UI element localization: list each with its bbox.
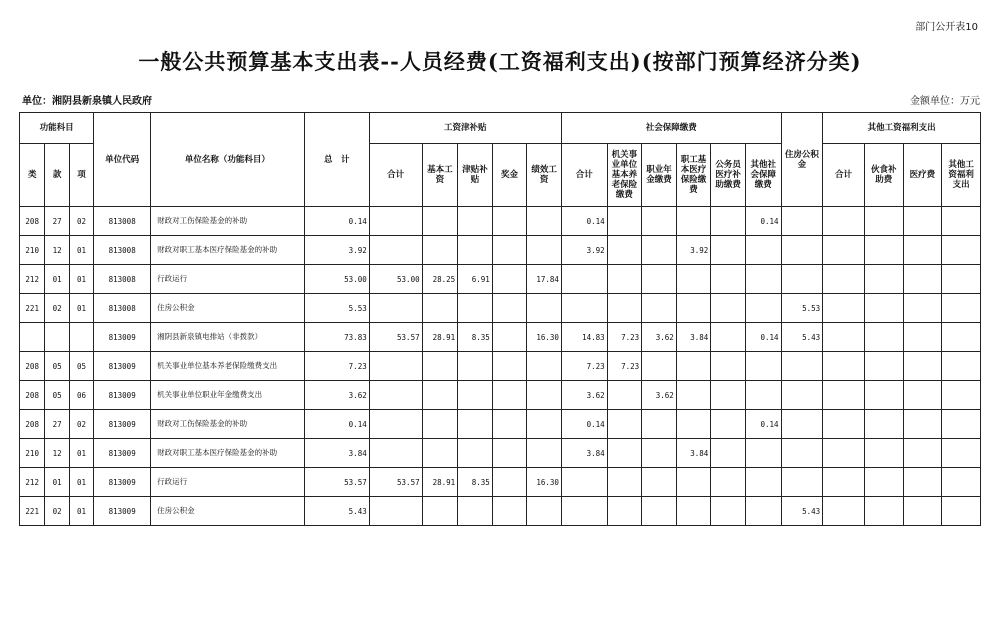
table-row xyxy=(20,236,981,265)
cell-wt xyxy=(369,236,422,265)
cell-ot xyxy=(823,497,865,526)
cell-pe: 7.23 xyxy=(607,323,642,352)
cell-bo xyxy=(492,410,527,439)
header-medical: 职工基本医疗保险缴费 xyxy=(676,144,711,207)
cell-mf xyxy=(903,410,942,439)
header-performance: 绩效工资 xyxy=(527,144,562,207)
cell-ho: 5.43 xyxy=(781,497,823,526)
cell-mf xyxy=(903,352,942,381)
cell-ot xyxy=(823,265,865,294)
cell-me xyxy=(676,497,711,526)
cell-al xyxy=(458,236,493,265)
table-row xyxy=(20,439,981,468)
cell-pe xyxy=(607,439,642,468)
cell-kuan: 02 xyxy=(45,497,69,526)
cell-ot xyxy=(823,381,865,410)
cell-me xyxy=(676,294,711,323)
cell-lei: 208 xyxy=(20,207,45,236)
cell-st: 7.23 xyxy=(561,352,607,381)
header-meal: 伙食补助费 xyxy=(864,144,903,207)
cell-wt xyxy=(369,294,422,323)
cell-bw: 28.25 xyxy=(422,265,458,294)
cell-ot xyxy=(823,236,865,265)
cell-ot xyxy=(823,207,865,236)
cell-kuan: 12 xyxy=(45,236,69,265)
cell-name: 行政运行 xyxy=(151,265,305,294)
cell-ho xyxy=(781,468,823,497)
table-row xyxy=(20,381,981,410)
cell-st xyxy=(561,468,607,497)
cell-an xyxy=(642,352,677,381)
cell-st: 0.14 xyxy=(561,410,607,439)
header-wage-group: 工资津补贴 xyxy=(369,113,561,144)
cell-an xyxy=(642,439,677,468)
cell-cm xyxy=(711,410,746,439)
cell-bw xyxy=(422,497,458,526)
cell-ml xyxy=(864,497,903,526)
cell-xiang: 01 xyxy=(69,439,93,468)
cell-name: 财政对职工基本医疗保险基金的补助 xyxy=(151,236,305,265)
cell-ho xyxy=(781,265,823,294)
cell-lei: 208 xyxy=(20,381,45,410)
cell-wt xyxy=(369,410,422,439)
header-func-subject: 功能科目 xyxy=(20,113,94,144)
cell-pf: 17.84 xyxy=(527,265,562,294)
cell-st: 0.14 xyxy=(561,207,607,236)
cell-st: 3.92 xyxy=(561,236,607,265)
cell-pf: 16.30 xyxy=(527,323,562,352)
cell-os: 0.14 xyxy=(745,323,781,352)
cell-mf xyxy=(903,236,942,265)
cell-os xyxy=(745,265,781,294)
page-label: 部门公开表10 xyxy=(915,22,978,33)
cell-os xyxy=(745,439,781,468)
cell-ow xyxy=(942,410,981,439)
cell-ho xyxy=(781,381,823,410)
cell-code: 813008 xyxy=(94,294,151,323)
header-medical-fee: 医疗费 xyxy=(903,144,942,207)
cell-kuan: 05 xyxy=(45,381,69,410)
table-body xyxy=(20,207,981,526)
cell-mf xyxy=(903,497,942,526)
table-row xyxy=(20,497,981,526)
cell-al xyxy=(458,410,493,439)
cell-mf xyxy=(903,294,942,323)
header-total: 总 计 xyxy=(304,113,369,207)
cell-bo xyxy=(492,497,527,526)
cell-lei: 210 xyxy=(20,439,45,468)
cell-name: 住房公积金 xyxy=(151,497,305,526)
budget-table xyxy=(19,112,981,526)
cell-kuan: 12 xyxy=(45,439,69,468)
header-base-wage: 基本工资 xyxy=(422,144,458,207)
cell-cm xyxy=(711,294,746,323)
cell-me xyxy=(676,410,711,439)
cell-bw xyxy=(422,381,458,410)
cell-code: 813008 xyxy=(94,236,151,265)
header-other-welfare: 其他工资福利支出 xyxy=(942,144,981,207)
cell-xiang: 05 xyxy=(69,352,93,381)
cell-code: 813009 xyxy=(94,381,151,410)
cell-os: 0.14 xyxy=(745,410,781,439)
cell-total: 0.14 xyxy=(304,207,369,236)
cell-wt: 53.57 xyxy=(369,323,422,352)
cell-xiang: 01 xyxy=(69,468,93,497)
cell-wt xyxy=(369,352,422,381)
cell-pf xyxy=(527,410,562,439)
cell-mf xyxy=(903,207,942,236)
cell-wt xyxy=(369,381,422,410)
cell-ml xyxy=(864,265,903,294)
header-xiang: 项 xyxy=(69,144,93,207)
cell-pe xyxy=(607,410,642,439)
cell-cm xyxy=(711,207,746,236)
cell-an xyxy=(642,207,677,236)
header-annuity: 职业年金缴费 xyxy=(642,144,677,207)
cell-me xyxy=(676,265,711,294)
cell-al: 8.35 xyxy=(458,468,493,497)
cell-cm xyxy=(711,352,746,381)
table-row xyxy=(20,207,981,236)
cell-name: 财政对工伤保险基金的补助 xyxy=(151,207,305,236)
cell-pf xyxy=(527,236,562,265)
header-social-total: 合计 xyxy=(561,144,607,207)
cell-ml xyxy=(864,323,903,352)
cell-lei: 212 xyxy=(20,468,45,497)
header-pension: 机关事业单位基本养老保险缴费 xyxy=(607,144,642,207)
cell-total: 53.57 xyxy=(304,468,369,497)
unit-label: 单位：湘阴县新泉镇人民政府 xyxy=(22,96,152,107)
cell-os xyxy=(745,236,781,265)
cell-pe xyxy=(607,497,642,526)
cell-name: 机关事业单位基本养老保险缴费支出 xyxy=(151,352,305,381)
cell-ot xyxy=(823,439,865,468)
cell-total: 0.14 xyxy=(304,410,369,439)
cell-xiang: 01 xyxy=(69,265,93,294)
money-unit-label: 金额单位：万元 xyxy=(910,96,980,107)
cell-bw xyxy=(422,439,458,468)
cell-ot xyxy=(823,294,865,323)
cell-bw xyxy=(422,410,458,439)
cell-mf xyxy=(903,265,942,294)
cell-al xyxy=(458,381,493,410)
cell-ho xyxy=(781,439,823,468)
cell-me: 3.84 xyxy=(676,323,711,352)
cell-me xyxy=(676,207,711,236)
cell-bw: 28.91 xyxy=(422,323,458,352)
header-other-group: 其他工资福利支出 xyxy=(823,113,981,144)
cell-ow xyxy=(942,468,981,497)
cell-st xyxy=(561,497,607,526)
cell-an xyxy=(642,294,677,323)
cell-st: 3.62 xyxy=(561,381,607,410)
cell-ot xyxy=(823,352,865,381)
cell-st: 3.84 xyxy=(561,439,607,468)
cell-pf xyxy=(527,294,562,323)
cell-os xyxy=(745,468,781,497)
cell-wt xyxy=(369,207,422,236)
cell-code: 813008 xyxy=(94,265,151,294)
cell-wt xyxy=(369,497,422,526)
cell-lei: 208 xyxy=(20,352,45,381)
cell-ho: 5.53 xyxy=(781,294,823,323)
cell-me xyxy=(676,352,711,381)
cell-lei: 210 xyxy=(20,236,45,265)
cell-pf xyxy=(527,352,562,381)
cell-wt: 53.57 xyxy=(369,468,422,497)
cell-ow xyxy=(942,236,981,265)
cell-cm xyxy=(711,468,746,497)
cell-ot xyxy=(823,410,865,439)
cell-os xyxy=(745,352,781,381)
cell-cm xyxy=(711,323,746,352)
cell-pf xyxy=(527,497,562,526)
table-row xyxy=(20,294,981,323)
cell-code: 813009 xyxy=(94,410,151,439)
cell-total: 3.84 xyxy=(304,439,369,468)
cell-code: 813009 xyxy=(94,439,151,468)
header-unit-code: 单位代码 xyxy=(94,113,151,207)
cell-an xyxy=(642,236,677,265)
table-row xyxy=(20,410,981,439)
cell-an: 3.62 xyxy=(642,323,677,352)
cell-pe xyxy=(607,265,642,294)
cell-name: 财政对工伤保险基金的补助 xyxy=(151,410,305,439)
cell-total: 3.92 xyxy=(304,236,369,265)
cell-ow xyxy=(942,265,981,294)
cell-ho: 5.43 xyxy=(781,323,823,352)
cell-an xyxy=(642,265,677,294)
cell-pf xyxy=(527,381,562,410)
cell-code: 813009 xyxy=(94,468,151,497)
cell-name: 财政对职工基本医疗保险基金的补助 xyxy=(151,439,305,468)
cell-xiang: 01 xyxy=(69,236,93,265)
cell-os: 0.14 xyxy=(745,207,781,236)
cell-code: 813008 xyxy=(94,207,151,236)
cell-pe xyxy=(607,294,642,323)
cell-an xyxy=(642,468,677,497)
cell-xiang: 02 xyxy=(69,207,93,236)
cell-ho xyxy=(781,352,823,381)
cell-os xyxy=(745,497,781,526)
cell-cm xyxy=(711,439,746,468)
cell-mf xyxy=(903,439,942,468)
cell-cm xyxy=(711,265,746,294)
cell-ow xyxy=(942,381,981,410)
cell-kuan: 02 xyxy=(45,294,69,323)
cell-bo xyxy=(492,468,527,497)
table-row xyxy=(20,352,981,381)
cell-bo xyxy=(492,381,527,410)
header-lei: 类 xyxy=(20,144,45,207)
cell-ow xyxy=(942,352,981,381)
cell-al xyxy=(458,294,493,323)
header-housing: 住房公积金 xyxy=(781,113,823,207)
cell-ml xyxy=(864,294,903,323)
cell-cm xyxy=(711,381,746,410)
cell-lei: 212 xyxy=(20,265,45,294)
cell-bo xyxy=(492,439,527,468)
cell-ot xyxy=(823,468,865,497)
cell-al xyxy=(458,207,493,236)
cell-al xyxy=(458,352,493,381)
cell-bw: 28.91 xyxy=(422,468,458,497)
cell-pe xyxy=(607,207,642,236)
cell-bw xyxy=(422,294,458,323)
cell-ot xyxy=(823,323,865,352)
cell-pe xyxy=(607,381,642,410)
header-unit-name: 单位名称（功能科目） xyxy=(151,113,305,207)
cell-kuan xyxy=(45,323,69,352)
cell-kuan: 05 xyxy=(45,352,69,381)
cell-ml xyxy=(864,381,903,410)
cell-me xyxy=(676,381,711,410)
cell-pf xyxy=(527,439,562,468)
cell-kuan: 27 xyxy=(45,410,69,439)
cell-wt: 53.00 xyxy=(369,265,422,294)
cell-st xyxy=(561,294,607,323)
cell-cm xyxy=(711,236,746,265)
cell-al xyxy=(458,439,493,468)
cell-al xyxy=(458,497,493,526)
cell-bo xyxy=(492,265,527,294)
header-kuan: 款 xyxy=(45,144,69,207)
cell-total: 5.43 xyxy=(304,497,369,526)
cell-bo xyxy=(492,236,527,265)
cell-wt xyxy=(369,439,422,468)
cell-al: 6.91 xyxy=(458,265,493,294)
cell-ho xyxy=(781,236,823,265)
cell-ow xyxy=(942,439,981,468)
cell-me xyxy=(676,468,711,497)
cell-xiang xyxy=(69,323,93,352)
header-wage-total: 合计 xyxy=(369,144,422,207)
cell-bw xyxy=(422,352,458,381)
header-other-total: 合计 xyxy=(823,144,865,207)
cell-mf xyxy=(903,468,942,497)
cell-total: 73.83 xyxy=(304,323,369,352)
cell-code: 813009 xyxy=(94,323,151,352)
cell-ho xyxy=(781,410,823,439)
cell-name: 住房公积金 xyxy=(151,294,305,323)
cell-xiang: 01 xyxy=(69,294,93,323)
header-other-social: 其他社会保障缴费 xyxy=(745,144,781,207)
cell-cm xyxy=(711,497,746,526)
cell-os xyxy=(745,294,781,323)
cell-lei: 208 xyxy=(20,410,45,439)
cell-ow xyxy=(942,294,981,323)
cell-total: 3.62 xyxy=(304,381,369,410)
cell-an: 3.62 xyxy=(642,381,677,410)
cell-st: 14.83 xyxy=(561,323,607,352)
cell-lei: 221 xyxy=(20,497,45,526)
cell-kuan: 27 xyxy=(45,207,69,236)
table-row xyxy=(20,265,981,294)
cell-lei: 221 xyxy=(20,294,45,323)
table-row xyxy=(20,468,981,497)
cell-bw xyxy=(422,207,458,236)
header-bonus: 奖金 xyxy=(492,144,527,207)
cell-name: 机关事业单位职业年金缴费支出 xyxy=(151,381,305,410)
cell-pe: 7.23 xyxy=(607,352,642,381)
cell-pf: 16.30 xyxy=(527,468,562,497)
cell-me: 3.92 xyxy=(676,236,711,265)
cell-ow xyxy=(942,497,981,526)
cell-ml xyxy=(864,207,903,236)
cell-ml xyxy=(864,410,903,439)
cell-an xyxy=(642,497,677,526)
header-civil-medical: 公务员医疗补助缴费 xyxy=(711,144,746,207)
cell-ml xyxy=(864,439,903,468)
cell-mf xyxy=(903,323,942,352)
cell-me: 3.84 xyxy=(676,439,711,468)
cell-ow xyxy=(942,207,981,236)
cell-kuan: 01 xyxy=(45,265,69,294)
page-title: 一般公共预算基本支出表--人员经费(工资福利支出)(按部门预算经济分类) xyxy=(138,49,862,74)
cell-ml xyxy=(864,352,903,381)
cell-name: 湘阴县新泉镇电排站（非拨款） xyxy=(151,323,305,352)
cell-bo xyxy=(492,323,527,352)
cell-an xyxy=(642,410,677,439)
cell-total: 5.53 xyxy=(304,294,369,323)
cell-ml xyxy=(864,468,903,497)
cell-ml xyxy=(864,236,903,265)
cell-xiang: 01 xyxy=(69,497,93,526)
header-allowance: 津贴补贴 xyxy=(458,144,493,207)
cell-pe xyxy=(607,468,642,497)
cell-os xyxy=(745,381,781,410)
cell-name: 行政运行 xyxy=(151,468,305,497)
cell-xiang: 06 xyxy=(69,381,93,410)
cell-bo xyxy=(492,294,527,323)
cell-st xyxy=(561,265,607,294)
cell-pe xyxy=(607,236,642,265)
cell-pf xyxy=(527,207,562,236)
cell-kuan: 01 xyxy=(45,468,69,497)
cell-code: 813009 xyxy=(94,497,151,526)
cell-bw xyxy=(422,236,458,265)
cell-bo xyxy=(492,352,527,381)
cell-ow xyxy=(942,323,981,352)
header-social-group: 社会保障缴费 xyxy=(561,113,781,144)
cell-bo xyxy=(492,207,527,236)
cell-code: 813009 xyxy=(94,352,151,381)
cell-total: 7.23 xyxy=(304,352,369,381)
cell-ho xyxy=(781,207,823,236)
cell-lei xyxy=(20,323,45,352)
cell-xiang: 02 xyxy=(69,410,93,439)
table-row xyxy=(20,323,981,352)
cell-mf xyxy=(903,381,942,410)
cell-al: 8.35 xyxy=(458,323,493,352)
cell-total: 53.00 xyxy=(304,265,369,294)
